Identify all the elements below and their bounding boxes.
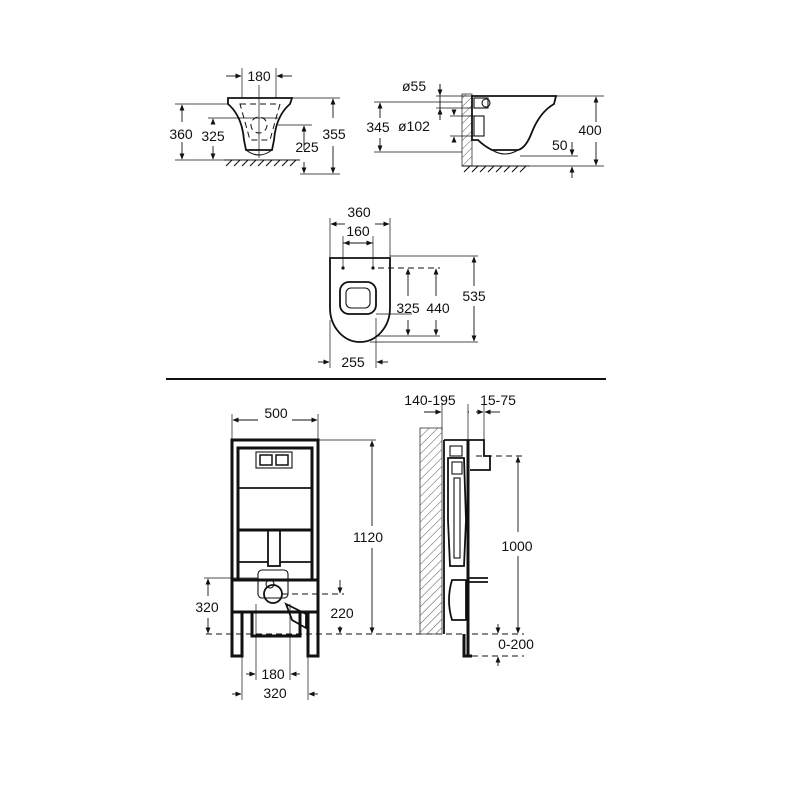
dim-front-offset-255: 255 (341, 354, 365, 370)
frame-cistern (238, 448, 312, 530)
dim-frame-height-1120: 1120 (352, 529, 384, 545)
bowl-front-outline (228, 98, 292, 150)
dim-plan-width-360: 360 (347, 204, 371, 220)
frame-outlet (264, 585, 282, 603)
dim-inlet-height-320: 320 (195, 599, 219, 615)
bowl-plan-rim (340, 282, 376, 314)
dim-pipe-dia-55: ø55 (402, 78, 427, 94)
dim-bowl-height-325: 325 (201, 128, 225, 144)
frame-side-view (404, 392, 534, 666)
dim-outlet-height-220: 220 (330, 605, 354, 621)
dim-fix-to-center-325: 325 (396, 300, 420, 316)
dim-offset-50: 50 (552, 137, 568, 153)
dim-fix-spacing-160: 160 (346, 223, 370, 239)
flush-pipe (268, 530, 280, 566)
bowl-side-view (366, 78, 604, 178)
dim-depth-440: 440 (426, 300, 450, 316)
dim-outlet-spacing-180: 180 (261, 666, 285, 682)
dim-frame-width-500: 500 (264, 405, 288, 421)
dim-outlet-height-345: 345 (366, 119, 390, 135)
dim-foot-spacing-320: 320 (263, 685, 287, 701)
dim-bowl-height-355: 355 (322, 126, 346, 142)
dim-wall-gap-140-195: 140-195 (404, 392, 456, 408)
bowl-plan-outline (330, 258, 390, 342)
side-outlet-fitting (474, 116, 484, 136)
bowl-plan-view (318, 204, 486, 370)
dim-height-1000: 1000 (501, 538, 533, 554)
dim-adjust-15-75: 15-75 (480, 392, 516, 408)
dim-bowl-height-360: 360 (169, 126, 193, 142)
bowl-front-view (169, 68, 346, 174)
bowl-side-outline (472, 96, 556, 150)
frame-side-outlet (449, 580, 466, 620)
dim-bowl-inner-225: 225 (295, 139, 319, 155)
frame-wall (420, 428, 442, 634)
dim-bowl-height-400: 400 (578, 122, 602, 138)
dim-outlet-dia-102: ø102 (398, 118, 430, 134)
dim-depth-535: 535 (462, 288, 486, 304)
side-wall (462, 94, 472, 166)
dim-bowl-width: 180 (247, 68, 271, 84)
dim-foot-adjust-0-200: 0-200 (498, 636, 534, 652)
frame-waste-elbow (286, 604, 306, 628)
